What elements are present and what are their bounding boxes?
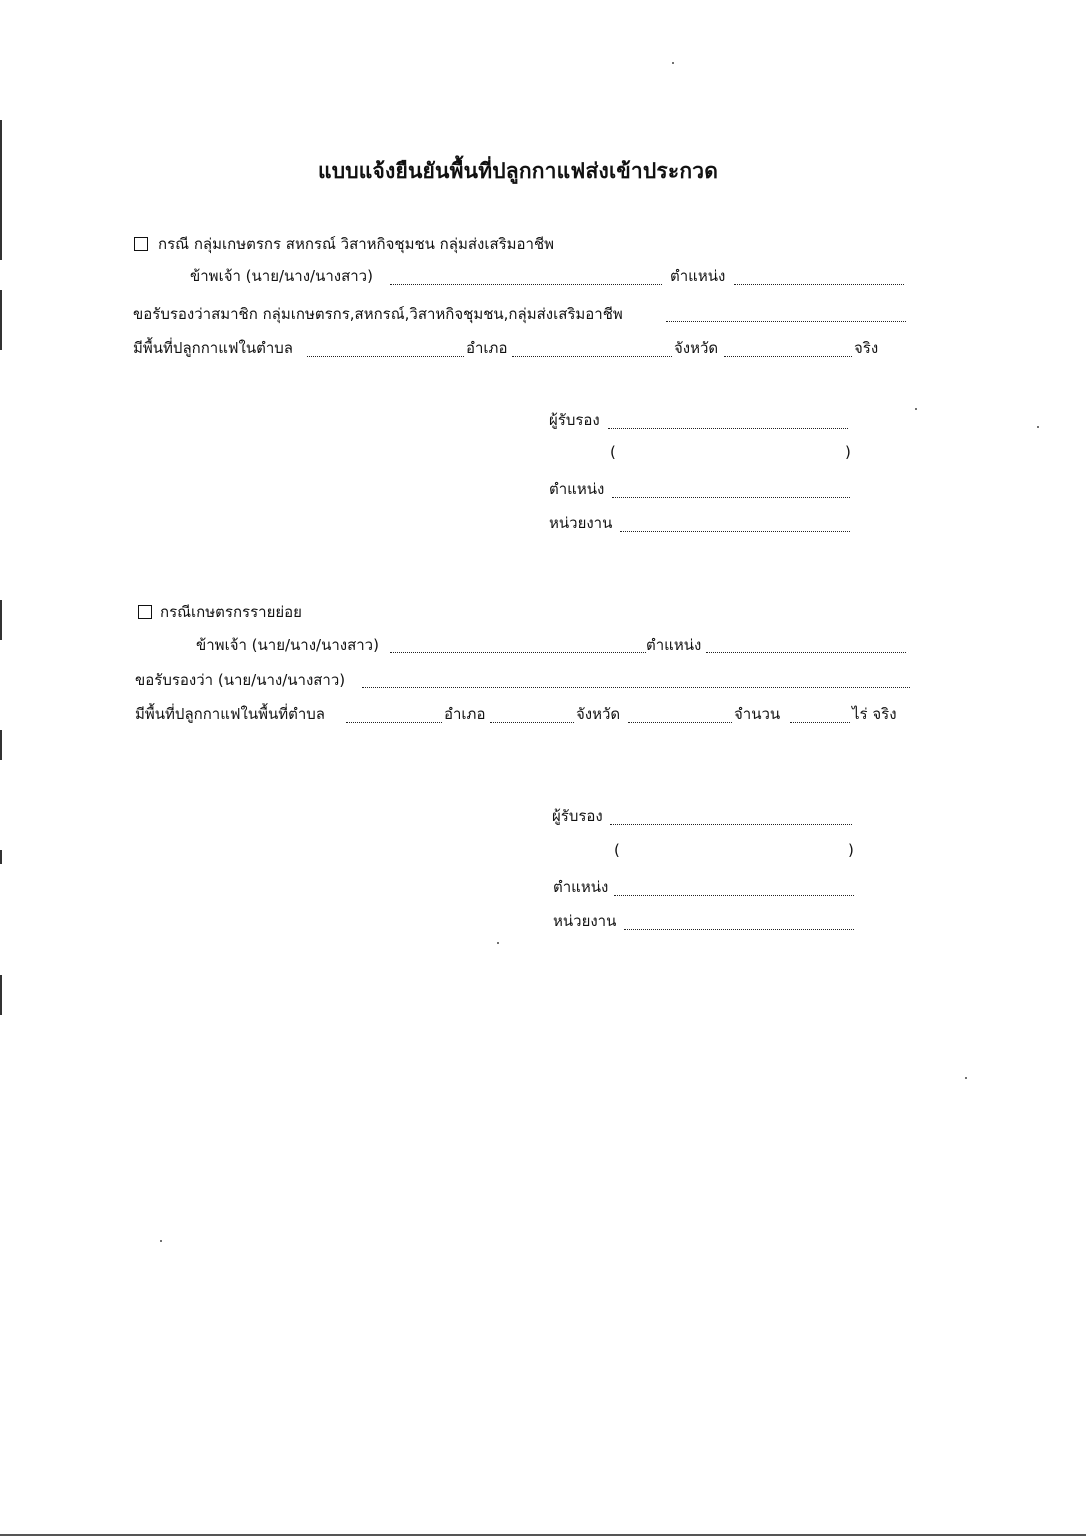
farmer-district-field[interactable] <box>490 722 574 723</box>
scan-edge-mark <box>0 730 2 760</box>
farmer-district-label: อำเภอ <box>444 705 486 723</box>
farmer-agency-field[interactable] <box>624 929 854 930</box>
group-paren-close: ) <box>845 443 851 461</box>
group-signer-position-field[interactable] <box>612 497 850 498</box>
farmer-subdistrict-field[interactable] <box>346 722 442 723</box>
group-members-field[interactable] <box>666 321 906 322</box>
group-name-field[interactable] <box>390 284 662 285</box>
group-members-label: ขอรับรองว่าสมาชิก กลุ่มเกษตรกร,สหกรณ์,วิสาหกิจชุมชน,กลุ่มส่งเสริมอาชีพ <box>133 305 623 323</box>
farmer-case-checkbox[interactable] <box>138 605 152 619</box>
group-case-checkbox[interactable] <box>134 237 148 251</box>
farmer-amount-label: จำนวน <box>734 705 781 723</box>
group-province-label: จังหวัด <box>674 339 719 357</box>
group-district-label: อำเภอ <box>466 339 508 357</box>
scan-speck <box>915 408 917 410</box>
group-district-field[interactable] <box>512 356 672 357</box>
farmer-agency-label: หน่วยงาน <box>553 912 617 930</box>
form-title: แบบแจ้งยืนยันพื้นที่ปลูกกาแฟส่งเข้าประกวด <box>318 159 719 183</box>
farmer-certifier-field[interactable] <box>610 824 852 825</box>
farmer-name-field[interactable] <box>390 652 646 653</box>
scan-edge-mark <box>0 600 2 640</box>
farmer-case-heading: กรณีเกษตรกรรายย่อย <box>160 603 302 621</box>
scan-speck <box>497 942 499 944</box>
group-truth-label: จริง <box>854 339 879 357</box>
farmer-certifier-label: ผู้รับรอง <box>552 807 603 825</box>
scan-speck <box>160 1240 162 1242</box>
farmer-paren-close: ) <box>848 841 854 859</box>
farmer-province-label: จังหวัด <box>576 705 621 723</box>
scan-edge-mark <box>0 290 2 350</box>
group-agency-label: หน่วยงาน <box>549 514 613 532</box>
group-position-field[interactable] <box>734 284 904 285</box>
group-name-label: ข้าพเจ้า (นาย/นาง/นางสาว) <box>190 267 373 285</box>
farmer-certify-label: ขอรับรองว่า (นาย/นาง/นางสาว) <box>135 671 346 689</box>
farmer-province-field[interactable] <box>628 722 732 723</box>
farmer-certify-field[interactable] <box>362 687 910 688</box>
farmer-position-label: ตำแหน่ง <box>646 636 702 654</box>
farmer-signer-position-field[interactable] <box>614 895 854 896</box>
scan-edge-mark <box>0 975 2 1015</box>
group-case-heading: กรณี กลุ่มเกษตรกร สหกรณ์ วิสาหกิจชุมชน กลุ่มส่งเสริมอาชีพ <box>158 235 555 253</box>
group-agency-field[interactable] <box>620 531 850 532</box>
scan-speck <box>965 1077 967 1079</box>
group-signer-position-label: ตำแหน่ง <box>549 480 605 498</box>
group-subdistrict-label: มีพื้นที่ปลูกกาแฟในตำบล <box>133 339 293 357</box>
scan-speck <box>1037 426 1039 428</box>
scan-edge-mark <box>0 850 2 864</box>
group-paren-open: ( <box>610 443 616 461</box>
group-position-label: ตำแหน่ง <box>670 267 726 285</box>
group-province-field[interactable] <box>724 356 852 357</box>
farmer-unit-truth-label: ไร่ จริง <box>852 705 897 723</box>
farmer-position-field[interactable] <box>706 652 906 653</box>
farmer-subdistrict-label: มีพื้นที่ปลูกกาแฟในพื้นที่ตำบล <box>135 705 325 723</box>
group-certifier-label: ผู้รับรอง <box>549 411 600 429</box>
farmer-amount-field[interactable] <box>790 722 850 723</box>
group-certifier-field[interactable] <box>608 428 848 429</box>
group-subdistrict-field[interactable] <box>307 356 464 357</box>
scan-speck <box>672 62 674 64</box>
farmer-signer-position-label: ตำแหน่ง <box>553 878 609 896</box>
farmer-paren-open: ( <box>614 841 620 859</box>
farmer-name-label: ข้าพเจ้า (นาย/นาง/นางสาว) <box>196 636 379 654</box>
scan-edge-mark <box>0 120 2 260</box>
